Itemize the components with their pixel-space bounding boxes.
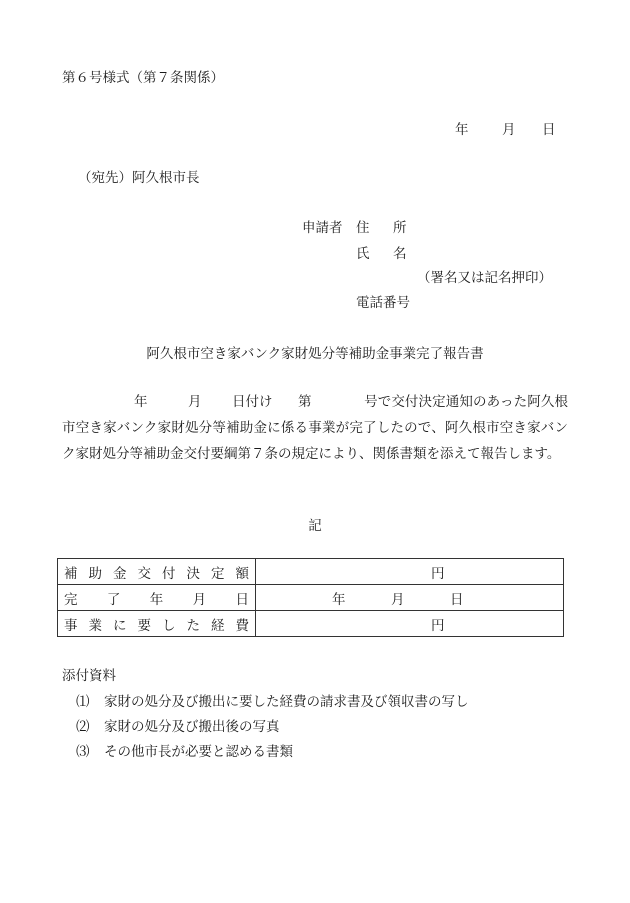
grant-amount-label: 補 助 金 交 付 決 定 額	[58, 559, 256, 585]
body-year: 年	[134, 394, 148, 410]
list-item: ⑶ その他市長が必要と認める書類	[76, 744, 293, 760]
list-item: ⑴ 家財の処分及び搬出に要した経費の請求書及び領収書の写し	[76, 694, 469, 710]
date-month-label: 月	[502, 122, 516, 138]
table-row	[58, 611, 564, 637]
name-label: 氏 名	[356, 246, 407, 262]
grant-amount-value[interactable]: 円	[256, 559, 564, 585]
submission-date	[455, 118, 556, 138]
body-rest: 号で交付決定通知のあった阿久根市空き家バンク家財処分等補助金に係る事業が完了したので、阿久根市空き家バンク家財処分等補助金交付要綱第７条の規定により、関係書類を添えて報告します。	[62, 394, 568, 462]
report-body-text	[62, 389, 568, 467]
document-title: 阿久根市空き家バンク家財処分等補助金事業完了報告書	[146, 346, 484, 362]
attachments-title: 添付資料	[62, 668, 116, 684]
form-number-label: 第６号様式（第７条関係）	[62, 70, 224, 86]
completion-date-value[interactable]: 年 月 日	[256, 585, 564, 611]
table-row	[58, 585, 564, 611]
project-cost-value[interactable]: 円	[256, 611, 564, 637]
date-year-label: 年	[455, 122, 469, 138]
table-row	[58, 559, 564, 585]
ki-heading: 記	[308, 518, 322, 534]
body-dai: 第	[298, 394, 312, 410]
body-month: 月	[188, 394, 202, 410]
project-cost-label: 事 業 に 要 し た 経 費	[58, 611, 256, 637]
body-dated: 日付け	[232, 394, 273, 410]
addressee: （宛先）阿久根市長	[78, 170, 200, 186]
applicant-label: 申請者	[302, 220, 343, 236]
phone-label: 電話番号	[356, 295, 410, 311]
date-day-label: 日	[542, 122, 556, 138]
completion-date-label: 完 了 年 月 日	[58, 585, 256, 611]
list-item: ⑵ 家財の処分及び搬出後の写真	[76, 719, 280, 735]
summary-table	[57, 558, 564, 637]
address-label: 住 所	[356, 220, 407, 236]
seal-note: （署名又は記名押印）	[417, 270, 552, 286]
